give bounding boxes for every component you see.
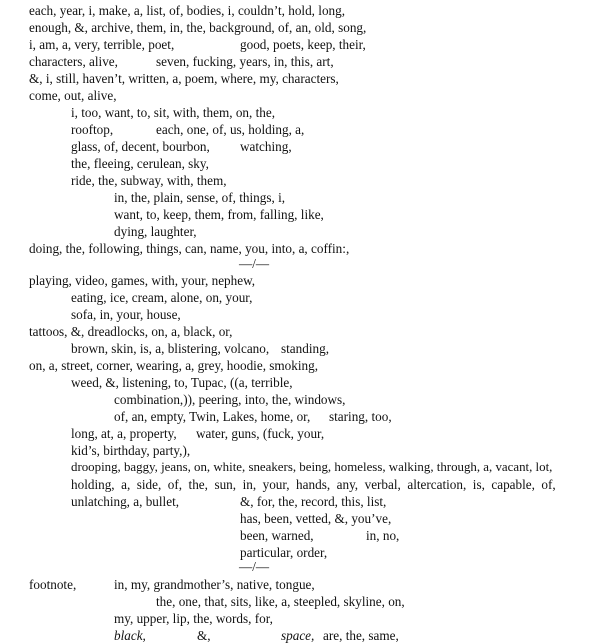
poem-line: footnote, bbox=[29, 577, 77, 592]
poem-line: my, upper, lip, the, words, for, bbox=[114, 611, 273, 626]
poem-line: each, year, i, make, a, list, of, bodies, i, couldn’t, hold, long, bbox=[29, 3, 346, 18]
section-divider: —/— bbox=[239, 559, 270, 574]
poem-line: dying, laughter, bbox=[114, 224, 197, 239]
poem-line: combination,)), peering, into, the, windows, bbox=[114, 392, 346, 407]
poem-line: the, fleeing, cerulean, sky, bbox=[71, 156, 209, 171]
poem-line: ride, the, subway, with, them, bbox=[71, 173, 227, 188]
section-divider: —/— bbox=[239, 256, 270, 271]
poem-line: i, am, a, very, terrible, poet, bbox=[29, 37, 175, 52]
poem-line: want, to, keep, them, from, falling, like, bbox=[114, 207, 324, 222]
poem-line: come, out, alive, bbox=[29, 88, 117, 103]
poem-line: &, i, still, haven’t, written, a, poem, where, my, characters, bbox=[29, 71, 339, 86]
poem-line: sofa, in, your, house, bbox=[71, 307, 181, 322]
poem-line: good, poets, keep, their, bbox=[240, 37, 366, 52]
poem-line: staring, too, bbox=[329, 409, 392, 424]
poem-line: playing, video, games, with, your, nephew, bbox=[29, 273, 256, 288]
poem-line: of, an, empty, Twin, Lakes, home, or, bbox=[114, 409, 311, 424]
poem-line: holding, a, side, of, the, sun, in, your, hands, any, verbal, altercation, is, capable, of, bbox=[71, 477, 556, 492]
poem-line: in, my, grandmother’s, native, tongue, bbox=[114, 577, 315, 592]
poem-line: characters, alive, bbox=[29, 54, 118, 69]
poem-line: in, no, bbox=[366, 528, 400, 543]
poem-line: weed, &, listening, to, Tupac, ((a, terrible, bbox=[71, 375, 293, 390]
poem-line: i, too, want, to, sit, with, them, on, the, bbox=[71, 105, 276, 120]
poem-line: rooftop, bbox=[71, 122, 114, 137]
poem-line: &, bbox=[197, 628, 211, 643]
poem-line: standing, bbox=[281, 341, 329, 356]
poem-line: in, the, plain, sense, of, things, i, bbox=[114, 190, 286, 205]
poem-line: the, one, that, sits, like, a, steepled, skyline, on, bbox=[156, 594, 405, 609]
poem-line: each, one, of, us, holding, a, bbox=[156, 122, 305, 137]
poem-line: unlatching, a, bullet, bbox=[71, 494, 180, 509]
poem-line: &, for, the, record, this, list, bbox=[240, 494, 387, 509]
poem-line: kid’s, birthday, party,), bbox=[71, 443, 191, 458]
poem-line: particular, order, bbox=[240, 545, 328, 560]
poem-line: on, a, street, corner, wearing, a, grey, hoodie, smoking, bbox=[29, 358, 319, 373]
poem-line: brown, skin, is, a, blistering, volcano, bbox=[71, 341, 270, 356]
poem-line: are, the, same, bbox=[323, 628, 399, 643]
poem-line: water, guns, (fuck, your, bbox=[196, 426, 325, 441]
poem-line: seven, fucking, years, in, this, art, bbox=[156, 54, 334, 69]
poem-line: drooping, baggy, jeans, on, white, sneakers, being, homeless, walking, through, a, vacant, lot, bbox=[71, 460, 553, 474]
italic-word: black, bbox=[114, 628, 146, 643]
poem-line: long, at, a, property, bbox=[71, 426, 177, 441]
poem-line: enough, &, archive, them, in, the, background, of, an, old, song, bbox=[29, 20, 367, 35]
poem-line: tattoos, &, dreadlocks, on, a, black, or, bbox=[29, 324, 233, 339]
poem-line: been, warned, bbox=[240, 528, 314, 543]
poem-line: doing, the, following, things, can, name, you, into, a, coffin:, bbox=[29, 241, 350, 256]
poem-line: eating, ice, cream, alone, on, your, bbox=[71, 290, 253, 305]
poem-line: glass, of, decent, bourbon, bbox=[71, 139, 210, 154]
poem-line: has, been, vetted, &, you’ve, bbox=[240, 511, 392, 526]
italic-word: space, bbox=[281, 628, 315, 643]
poem-line: watching, bbox=[240, 139, 292, 154]
